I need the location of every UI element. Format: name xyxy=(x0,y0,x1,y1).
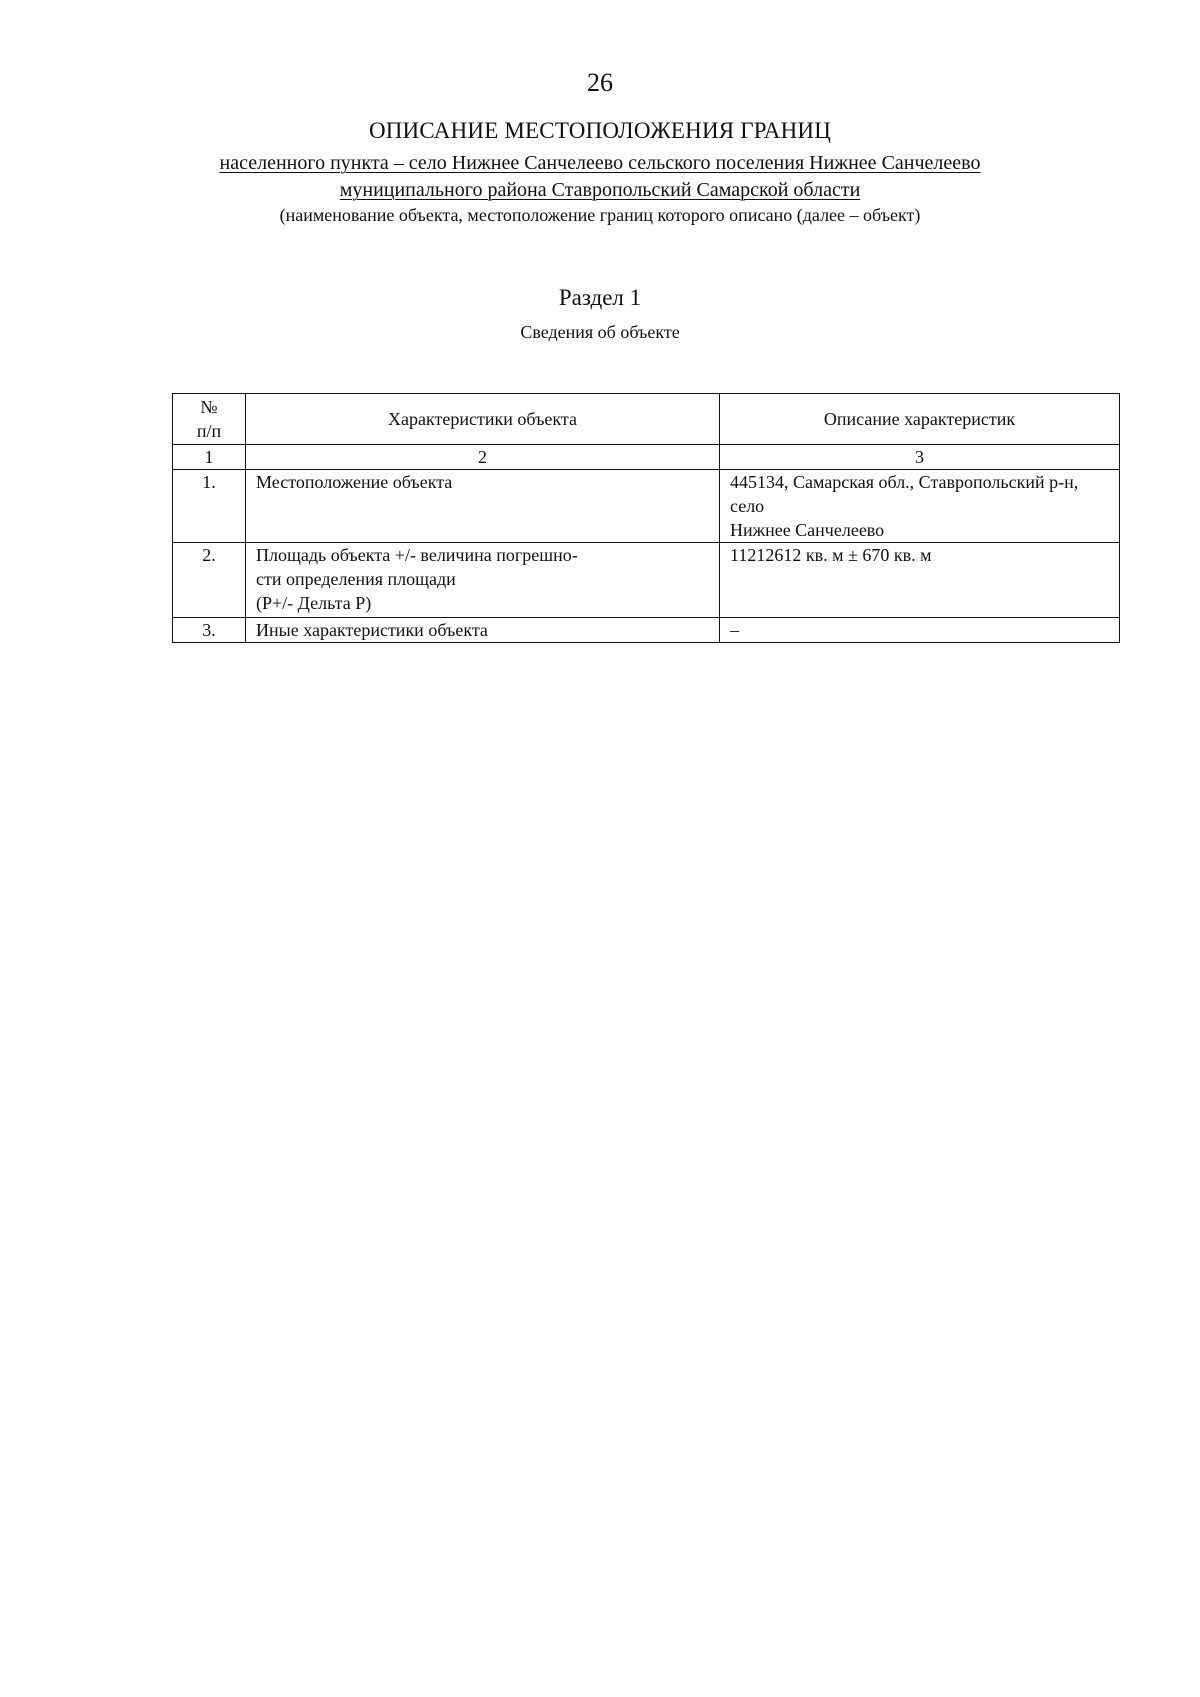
page-number: 26 xyxy=(587,68,613,97)
object-name-line-2: муниципального района Ставропольский Самарской области xyxy=(339,179,861,201)
section-title: Раздел 1 xyxy=(558,285,642,310)
document-title: ОПИСАНИЕ МЕСТОПОЛОЖЕНИЯ ГРАНИЦ xyxy=(368,118,832,143)
header-characteristic: Характеристики объекта xyxy=(246,394,720,445)
row-number: 1. xyxy=(173,470,246,543)
row-description: – xyxy=(720,618,1120,643)
object-name xyxy=(100,150,1100,204)
table-row xyxy=(173,470,1120,543)
table-column-index-row xyxy=(173,445,1120,470)
row-number: 2. xyxy=(173,543,246,618)
row-characteristic: Иные характеристики объекта xyxy=(246,618,720,643)
table-row xyxy=(173,543,1120,618)
column-index-2: 2 xyxy=(246,445,720,470)
row-characteristic: Площадь объекта +/- величина погрешно- сти определения площади (Р+/- Дельта Р) xyxy=(246,543,720,618)
object-info-table xyxy=(172,393,1120,643)
row-number: 3. xyxy=(173,618,246,643)
row-description: 11212612 кв. м ± 670 кв. м xyxy=(720,543,1120,618)
header-description: Описание характеристик xyxy=(720,394,1120,445)
row-characteristic: Местоположение объекта xyxy=(246,470,720,543)
row-description: 445134, Самарская обл., Ставропольский р-н, село Нижнее Санчелеево xyxy=(720,470,1120,543)
object-name-caption: (наименование объекта, местоположение границ которого описано (далее – объект) xyxy=(279,205,921,225)
section-subtitle: Сведения об объекте xyxy=(520,322,680,342)
column-index-3: 3 xyxy=(720,445,1120,470)
table-row xyxy=(173,618,1120,643)
column-index-1: 1 xyxy=(173,445,246,470)
object-name-line-1: населенного пункта – село Нижнее Санчелеево сельского поселения Нижнее Санчелеево xyxy=(219,152,981,174)
header-number: № п/п xyxy=(173,394,246,445)
table-header-row xyxy=(173,394,1120,445)
